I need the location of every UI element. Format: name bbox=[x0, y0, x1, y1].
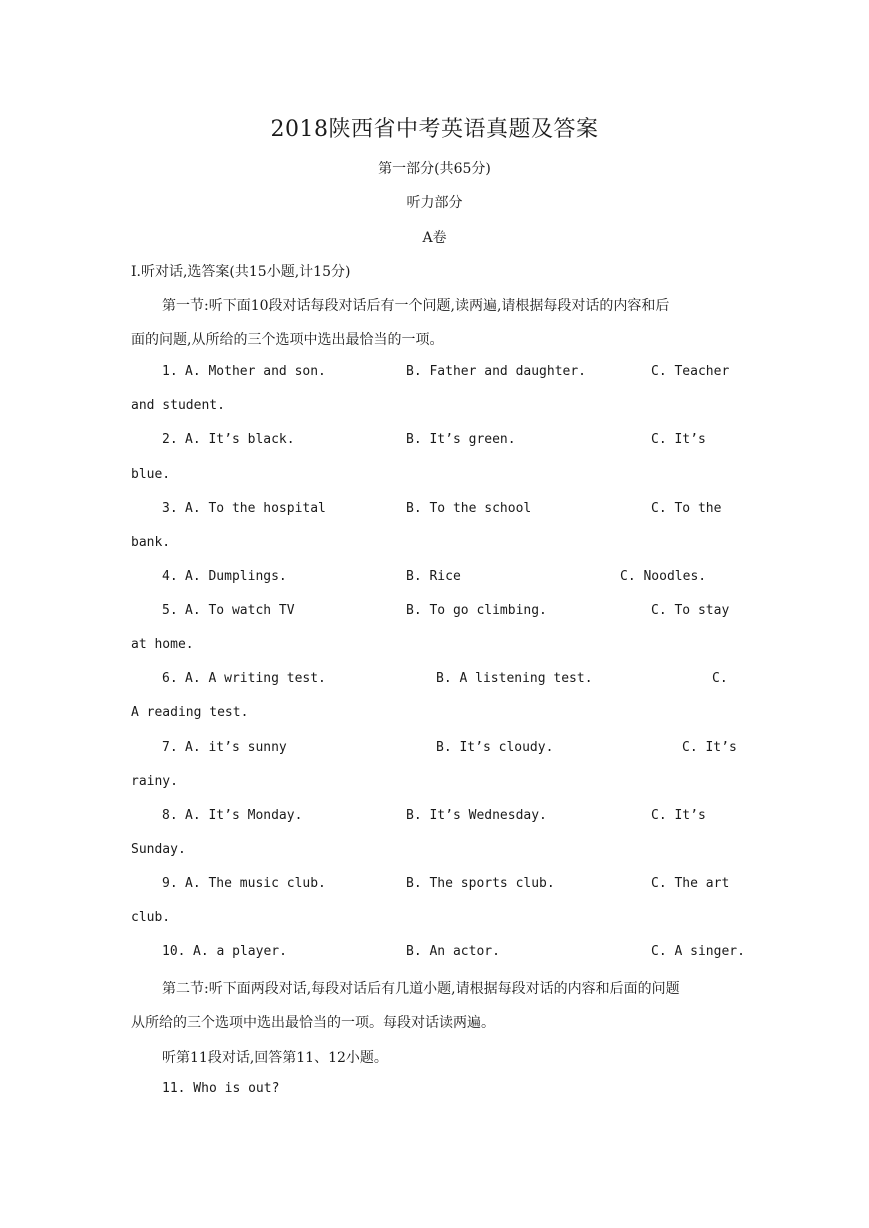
option-continuation: club. bbox=[131, 910, 171, 925]
option-c: C. Noodles. bbox=[620, 569, 707, 584]
option-a: A. To watch TV bbox=[185, 603, 295, 618]
question-row bbox=[131, 501, 737, 521]
option-c: C. To the bbox=[651, 501, 722, 516]
question-row bbox=[131, 808, 737, 828]
option-a: A. It’s black. bbox=[185, 432, 295, 447]
question-number: 1. bbox=[162, 364, 178, 379]
option-b: B. Rice bbox=[406, 569, 461, 584]
option-c: C. To stay bbox=[651, 603, 730, 618]
question-number: 8. bbox=[162, 808, 178, 823]
section-one-instruction-line1: 第一节:听下面10段对话每段对话后有一个问题,读两遍,请根据每段对话的内容和后 bbox=[162, 298, 670, 314]
question-row bbox=[131, 603, 737, 623]
option-b: B. It’s cloudy. bbox=[436, 740, 554, 755]
option-b: B. It’s green. bbox=[406, 432, 516, 447]
document-title: 2018陕西省中考英语真题及答案 bbox=[270, 117, 599, 142]
section-two-instruction-line2: 从所给的三个选项中选出最恰当的一项。每段对话读两遍。 bbox=[131, 1015, 495, 1031]
option-a: A. To the hospital bbox=[185, 501, 326, 516]
question-row bbox=[131, 876, 737, 896]
option-b: B. A listening test. bbox=[436, 671, 593, 686]
question-row bbox=[131, 671, 737, 691]
option-b: B. It’s Wednesday. bbox=[406, 808, 547, 823]
question-number: 5. bbox=[162, 603, 178, 618]
question-number: 7. bbox=[162, 740, 178, 755]
option-a: A. a player. bbox=[193, 944, 287, 959]
option-b: B. The sports club. bbox=[406, 876, 555, 891]
question-number: 4. bbox=[162, 569, 178, 584]
question-row bbox=[131, 432, 737, 452]
section-two-instruction-line1: 第二节:听下面两段对话,每段对话后有几道小题,请根据每段对话的内容和后面的问题 bbox=[162, 981, 680, 997]
option-a: A. Mother and son. bbox=[185, 364, 326, 379]
option-a: A. It’s Monday. bbox=[185, 808, 303, 823]
option-continuation: A reading test. bbox=[131, 705, 249, 720]
dialog-instruction: 听第11段对话,回答第11、12小题。 bbox=[162, 1050, 388, 1066]
question-number: 6. bbox=[162, 671, 178, 686]
question-11: 11. Who is out? bbox=[162, 1081, 280, 1096]
option-a: A. Dumplings. bbox=[185, 569, 287, 584]
option-continuation: blue. bbox=[131, 467, 171, 482]
question-row bbox=[131, 740, 737, 760]
option-a: A. it’s sunny bbox=[185, 740, 287, 755]
option-b: B. Father and daughter. bbox=[406, 364, 587, 379]
question-number: 9. bbox=[162, 876, 178, 891]
section-one-instruction-line2: 面的问题,从所给的三个选项中选出最恰当的一项。 bbox=[131, 332, 444, 348]
section-heading: 听力部分 bbox=[406, 195, 463, 211]
option-c: C. It’s bbox=[651, 808, 706, 823]
option-c: C. bbox=[712, 671, 728, 686]
part-heading: 第一部分(共65分) bbox=[378, 161, 491, 177]
question-row bbox=[131, 944, 745, 964]
question-row bbox=[131, 364, 737, 384]
volume-heading: A卷 bbox=[422, 230, 447, 246]
option-c: C. The art bbox=[651, 876, 730, 891]
option-continuation: bank. bbox=[131, 535, 171, 550]
option-b: B. To the school bbox=[406, 501, 532, 516]
option-continuation: rainy. bbox=[131, 774, 178, 789]
option-c: C. It’s bbox=[651, 432, 706, 447]
question-group-heading: I.听对话,选答案(共15小题,计15分) bbox=[131, 264, 351, 280]
option-c: C. It’s bbox=[682, 740, 737, 755]
option-continuation: Sunday. bbox=[131, 842, 186, 857]
option-continuation: at home. bbox=[131, 637, 194, 652]
option-a: A. A writing test. bbox=[185, 671, 326, 686]
option-b: B. To go climbing. bbox=[406, 603, 547, 618]
option-a: A. The music club. bbox=[185, 876, 326, 891]
option-c: C. A singer. bbox=[651, 944, 745, 959]
option-continuation: and student. bbox=[131, 398, 225, 413]
question-row bbox=[131, 569, 737, 589]
question-number: 10. bbox=[162, 944, 186, 959]
option-c: C. Teacher bbox=[651, 364, 730, 379]
option-b: B. An actor. bbox=[406, 944, 500, 959]
question-number: 2. bbox=[162, 432, 178, 447]
question-number: 3. bbox=[162, 501, 178, 516]
